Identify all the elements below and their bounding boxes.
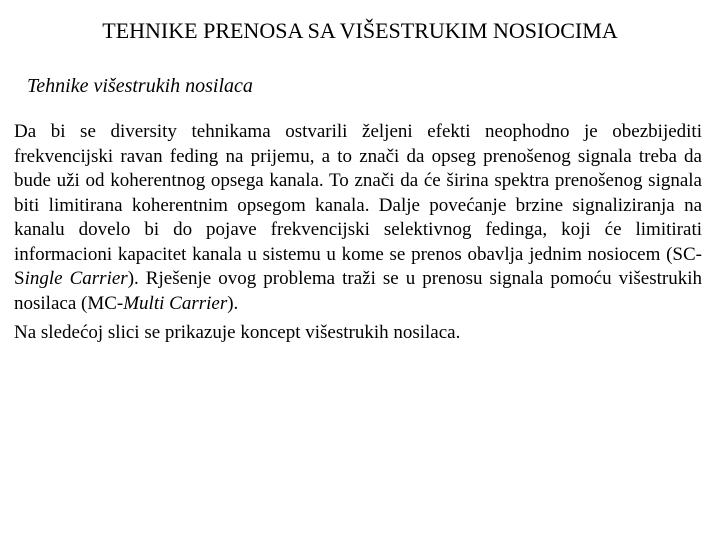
section-subtitle: Tehnike višestrukih nosilaca: [27, 75, 253, 97]
paragraph-1-text-b: ). Rješenje ovog problema traži se u prenosu signala pomoću višestrukih nosilaca (MC-: [14, 268, 702, 314]
paragraph-1: [14, 120, 702, 316]
slide-title: TEHNIKE PRENOSA SA VIŠESTRUKIM NOSIOCIMA: [102, 18, 618, 43]
paragraph-1-italic-b: Multi Carrier: [123, 292, 228, 314]
body-text: [14, 120, 702, 346]
paragraph-1-italic-a: ingle Carrier: [24, 268, 128, 289]
paragraph-1-text-a: Da bi se diversity tehnikama ostvarili željeni efekti neophodno je obezbijediti frekvencijski ravan feding na prijemu, a to znači da opseg prenošenog signala treba da bude uži od koherentnog opsega kanala. To znači da će širina spektra prenošenog signala biti limitirana koherentnim opsegom kanala. Dalje povećanje brzine signaliziranja na kanalu dovelo bi do pojave frekvencijski selektivnog fedinga, koji će limitirati informacioni kapacitet kanala u sistemu u kome se prenos obavlja jednim nosiocem (SC- S: [14, 121, 702, 289]
paragraph-2: Na sledećoj slici se prikazuje koncept višestrukih nosilaca.: [14, 322, 461, 343]
paragraph-1-text-c: ).: [227, 292, 239, 314]
